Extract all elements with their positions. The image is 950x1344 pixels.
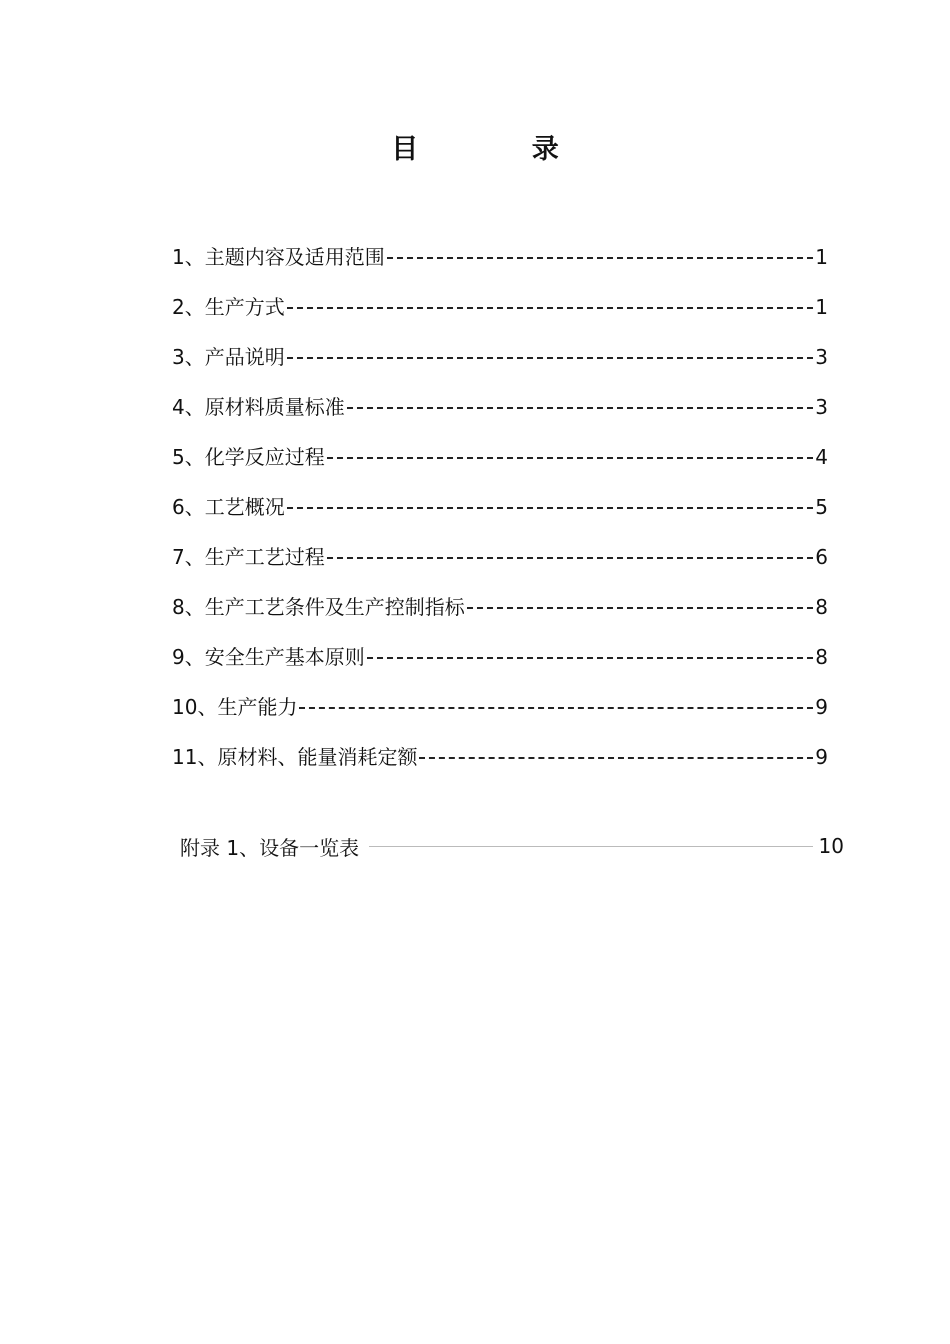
page-title: 目 录 [391,134,611,165]
appendix-leader-line [369,846,812,847]
appendix-page: 10 [818,834,844,858]
toc-entry-label: 3、产品说明 [172,345,285,369]
toc-entry-label: 2、生产方式 [172,295,285,319]
toc-leader-line [287,307,814,309]
toc-entry-page: 8 [815,645,828,669]
toc-entry[interactable] [172,382,828,432]
toc-leader-line [387,257,814,259]
toc-leader-line [299,707,813,709]
toc-entry-page: 1 [815,245,828,269]
toc-entry[interactable] [172,682,828,732]
toc-entry[interactable] [172,582,828,632]
toc-entry-page: 5 [815,495,828,519]
toc-entry-label: 9、安全生产基本原则 [172,645,365,669]
toc-entry-label: 7、生产工艺过程 [172,545,325,569]
toc-entry-label: 1、主题内容及适用范围 [172,245,385,269]
toc-entry[interactable] [172,282,828,332]
toc-appendix-entry[interactable] [180,828,844,864]
toc-entry-page: 3 [815,395,828,419]
toc-entry-page: 8 [815,595,828,619]
toc-entry-label: 11、原材料、能量消耗定额 [172,745,418,769]
toc-leader-line [467,607,814,609]
toc-entry-label: 8、生产工艺条件及生产控制指标 [172,595,465,619]
toc-leader-line [327,557,814,559]
toc-leader-line [367,657,814,659]
toc-entry-label: 10、生产能力 [172,695,298,719]
appendix-label: 附录 1、设备一览表 [180,835,360,860]
toc-entry-page: 4 [815,445,828,469]
toc-entry[interactable] [172,482,828,532]
toc-leader-line [287,507,814,509]
toc-entry-label: 6、工艺概况 [172,495,285,519]
toc-leader-line [327,457,814,459]
toc-entry[interactable] [172,732,828,782]
toc-entry-label: 4、原材料质量标准 [172,395,345,419]
toc-entry[interactable] [172,632,828,682]
toc-entry[interactable] [172,332,828,382]
toc-entry-page: 6 [815,545,828,569]
toc-entry-page: 3 [815,345,828,369]
toc-entry[interactable] [172,532,828,582]
toc-entry-page: 9 [815,695,828,719]
toc-leader-line [287,357,814,359]
toc-entry[interactable] [172,232,828,282]
toc-leader-line [347,407,814,409]
table-of-contents [172,232,828,782]
toc-entry-page: 1 [815,295,828,319]
toc-entry-label: 5、化学反应过程 [172,445,325,469]
toc-entry-page: 9 [815,745,828,769]
toc-entry[interactable] [172,432,828,482]
toc-leader-line [419,757,813,759]
